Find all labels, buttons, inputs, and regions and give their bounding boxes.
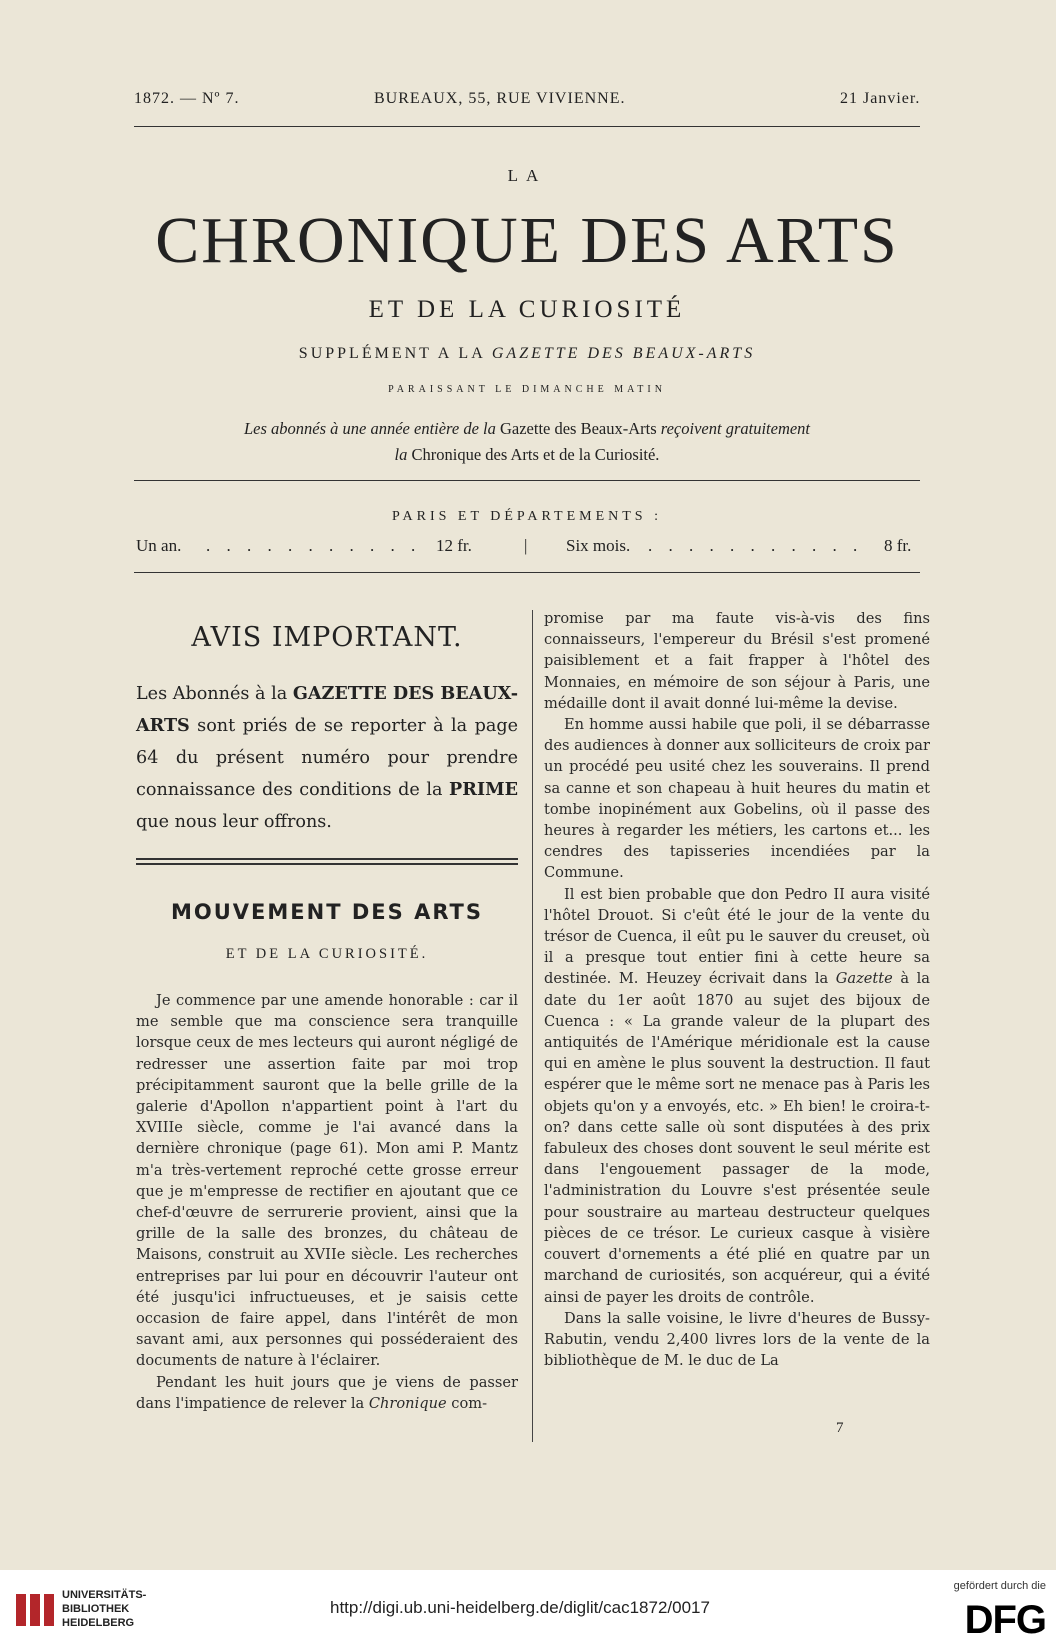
issue-number: 1872. — Nº 7. (134, 90, 240, 107)
avis-prime: PRIME (449, 779, 518, 800)
six-months-price: 8 fr. (884, 536, 912, 555)
abonnes-text-2: Gazette des Beaux-Arts (499, 419, 657, 438)
masthead-rule (134, 480, 920, 481)
parution-line: PARAISSANT LE DIMANCHE MATIN (388, 384, 666, 395)
year-label: Un an. (136, 536, 182, 555)
library-name-3: HEIDELBERG (62, 1617, 135, 1629)
permalink-url[interactable]: http://digi.ub.uni-heidelberg.de/diglit/cac1872/0017 (330, 1598, 710, 1617)
left-p2-end: com- (446, 1394, 488, 1412)
masthead-la: LA (507, 166, 547, 185)
abonnes-text-1: Les abonnés à une année entière de la (243, 419, 496, 438)
avis-title: AVIS IMPORTANT. (191, 622, 463, 653)
supplement-prefix: SUPPLÉMENT A LA (298, 345, 485, 362)
column-divider (532, 610, 533, 1442)
section-rule-1 (136, 858, 518, 860)
avis-text-1: Les Abonnés à la (136, 684, 293, 704)
avis-text-2: sont priés de se reporter à la page 64 du présent numéro pour prendre connaissance des conditions de la (136, 716, 518, 800)
right-paragraph-4: Dans la salle voisine, le livre d'heures de Bussy-Rabutin, vendu 2,400 livres lors de la vente de la bibliothèque de M. le duc de La (544, 1309, 930, 1370)
funded-by-label: gefördert durch die (953, 1580, 1046, 1592)
avis-body (136, 678, 518, 838)
abonnes-notice (134, 416, 920, 468)
pricing-heading: PARIS ET DÉPARTEMENTS : (392, 509, 662, 524)
right-p3-end: à la date du 1er août 1870 au sujet des bijoux de Cuenca : « La grande valeur de la plupart des antiquités de l'Amérique méridionale est la cause qui en amène le plus souvent la destruction. Il faut espérer que le même sort ne menace pas à Paris les objets qu'on y a envoyés, etc. » Eh bien! le croira-t-on? dans cette salle où sont disputées à des prix fabuleux des choses dont souvent le seul mérite est dans l'engouement passager de la mode, l'administration du Louvre s'est présentée seule pour soustraire au marteau destructeur quelques pièces de ce trésor. Le curieux casque à visière couvert d'ornements a été plié en quatre par un marchand de curiosités, son acquéreur, qui a évité ainsi de payer les droits de contrôle. (544, 970, 930, 1306)
right-article-column (544, 608, 930, 1371)
mouvement-title: MOUVEMENT DES ARTS (171, 900, 483, 924)
library-name (62, 1588, 146, 1630)
dfg-logo: DFG (964, 1598, 1046, 1642)
right-paragraph-1: promise par ma faute vis-à-vis des fins connaisseurs, l'empereur du Brésil s'est promené paisiblement et a fait frapper à l'hôtel des Monnaies, en mémoire de son séjour à Paris, une médaille dont il avait donné lui-même la devise. (544, 610, 930, 712)
left-paragraph-1: Je commence par une amende honorable : car il me semble que ma conscience sera tranquille lorsque ceux de mes lecteurs qui auront négligé de redresser une assertion faite par moi trop précipitamment sauront que la belle grille de la galerie d'Apollon n'appartient point à l'art du XVIIIe siècle, comme je l'ai avancé dans la dernière chronique (page 61). Mon ami P. Mantz m'a très-vertement reproché cette grosse erreur que je m'empresse de rectifier en ajoutant que ce chef-d'œuvre de serrurerie provient, ainsi que la grille de la salle des bronzes, du château de Maisons, construit au XVIIe siècle. Les recherches entreprises par lui pour en découvrir l'auteur ont été jusqu'ici infructueuses, et je saisis cette occasion de faire appel, dans l'intérêt de mon savant ami, aux personnes qui posséderaient des documents de nature à l'éclairer. (136, 992, 518, 1370)
six-months-label: Six mois. (566, 536, 631, 555)
mouvement-subtitle: ET DE LA CURIOSITÉ. (225, 946, 429, 962)
avis-gazette: GAZETTE DES BEAUX-ARTS (136, 683, 518, 736)
right-p3-gazette: Gazette (835, 970, 893, 988)
left-paragraph-2 (136, 1372, 518, 1414)
left-p2-chronique: Chronique (368, 1394, 447, 1412)
viewer-footer (0, 1570, 1056, 1649)
issue-date: 21 Janvier. (840, 90, 921, 107)
library-name-2: BIBLIOTHEK (62, 1603, 130, 1615)
section-rule-2 (136, 863, 518, 865)
masthead-title: CHRONIQUE DES ARTS (155, 204, 899, 277)
bureaux-address: BUREAUX, 55, RUE VIVIENNE. (374, 90, 626, 107)
year-price: 12 fr. (436, 536, 472, 555)
price-separator: | (524, 536, 528, 555)
left-p2-text: Pendant les huit jours que je viens de passer dans l'impatience de relever la (136, 1373, 518, 1412)
abonnes-text-4: la (394, 445, 408, 464)
masthead-subtitle: ET DE LA CURIOSITÉ (368, 296, 686, 323)
header-rule (134, 126, 920, 127)
supplement-line (134, 345, 920, 363)
left-article-column (136, 990, 518, 1414)
year-dots: . . . . . . . . . . . (206, 536, 422, 555)
right-p3-text: Il est bien probable que don Pedro II aura visité l'hôtel Drouot. Si c'eût été le jour de la vente du trésor de Cuenca, il eût pu le sauver du creuset, où il a presque tout entier fini à cette heure sa destinée. M. Heuzey écrivait dans la (544, 885, 930, 988)
avis-text-3: que nous leur offrons. (136, 812, 332, 832)
abonnes-text-3: reçoivent gratuitement (660, 419, 811, 438)
right-paragraph-2: En homme aussi habile que poli, il se débarrasse des audiences à donner aux solliciteurs de croix par un procédé peu usité chez les souverains. Il prend sa canne et son chapeau à huit heures du matin et tombe inopinément aux Gobelins, où il passe des heures à regarder les métiers, les cartons et... les cendres des tapisseries incendiées par la Commune. (544, 716, 930, 882)
six-months-dots: . . . . . . . . . . . (648, 536, 864, 555)
abonnes-text-5: Chronique des Arts et de la Curiosité. (411, 445, 660, 464)
university-library-logo-icon (14, 1590, 58, 1630)
right-paragraph-3 (544, 884, 930, 1308)
pricing-rule (134, 572, 920, 573)
library-name-1: UNIVERSITÄTS- (62, 1589, 147, 1601)
supplement-gazette: GAZETTE DES BEAUX-ARTS (491, 345, 756, 362)
page-number: 7 (836, 1420, 844, 1436)
